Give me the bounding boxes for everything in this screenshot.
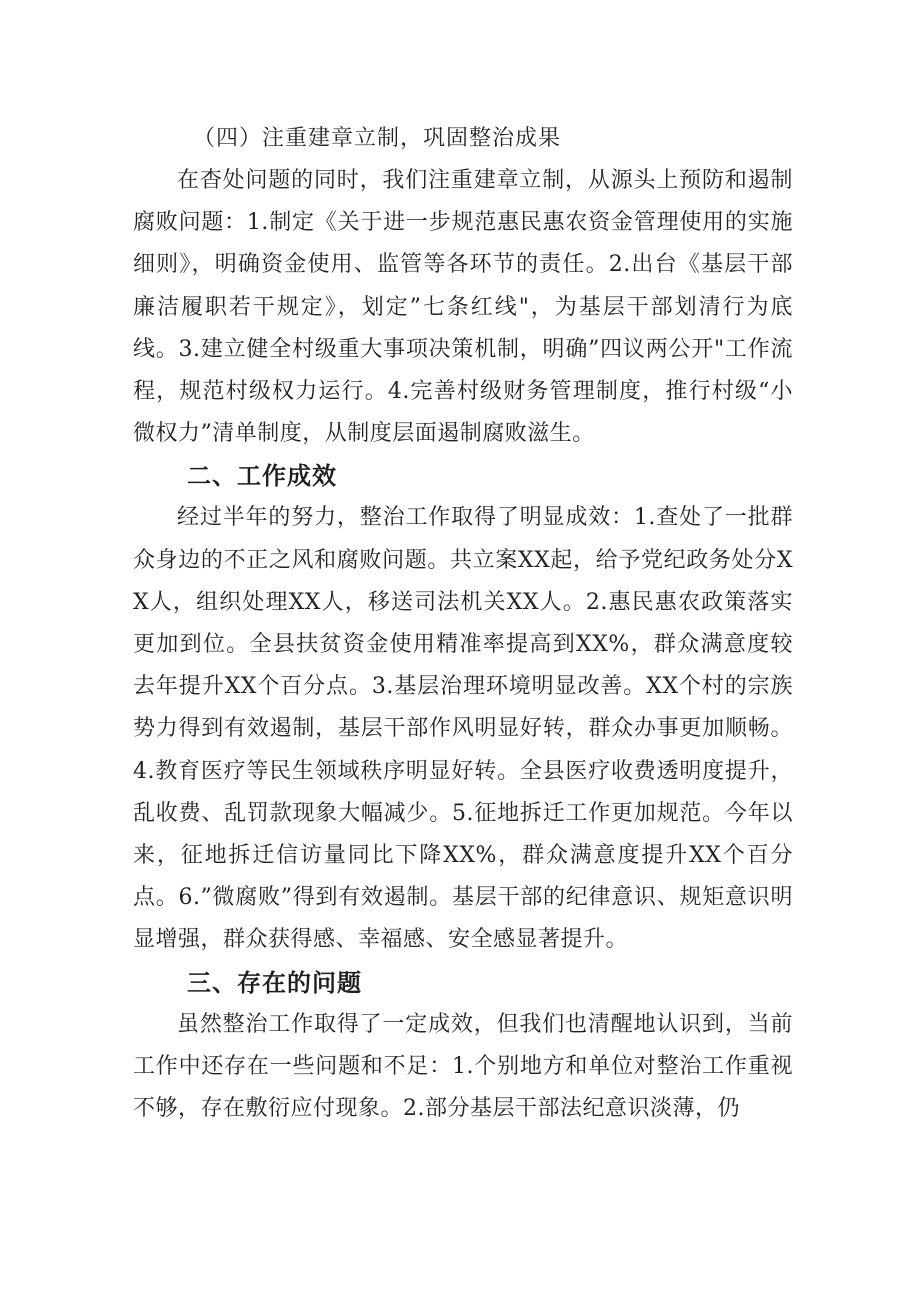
paragraph-results: 经过半年的努力，整治工作取得了明显成效：1.查处了一批群众身边的不正之风和腐败问题。共立案XX起，给予党纪政务处分XX人，组织处理XX人，移送司法机关XX人。2.惠民惠农政策落实更加到位。全县扶贫资金使用精准率提高到XX%，群众满意度较去年提升XX个百分点。3.基层治理环境明显改善。XX个村的宗族势力得到有效遏制，基层干部作风明显好转，群众办事更加顺畅。4.教育医疗等民生领域秩序明显好转。全县医疗收费透明度提升，乱收费、乱罚款现象大幅减少。5.征地拆迁工作更加规范。今年以来，征地拆迁信访量同比下降XX%，群众满意度提升XX个百分点。6.”微腐败”得到有效遏制。基层干部的纪律意识、规矩意识明显增强，群众获得感、幸福感、安全感显著提升。 [133,505,793,953]
paragraph-problems: 虽然整治工作取得了一定成效，但我们也清醒地认识到，当前工作中还存在一些问题和不足：1.个别地方和单位对整治工作重视不够，存在敷衍应付现象。2.部分基层干部法纪意识淡薄，仍 [133,1011,793,1122]
section-heading-problems: 三、存在的问题 [187,968,362,997]
subsection-heading-four: （四）注重建章立制，巩固整治成果 [193,126,562,151]
paragraph-institution-building: 在杳处问题的同时，我们注重建章立制，从源头上预防和遏制腐败问题：1.制定《关于进一步规范惠民惠农资金管理使用的实施细则》，明确资金使用、监管等各环节的责任。2.出台《基层干部廉洁履职若干规定》，划定”七条红线"，为基层干部划清行为底线。3.建立健全村级重大事项决策机制，明确”四议两公开"工作流程，规范村级权力运行。4.完善村级财务管理制度，推行村级“小微权力”清单制度，从制度层面遏制腐败滋生。 [133,168,793,447]
document-content [133,118,793,1130]
section-heading-results: 二、工作成效 [187,462,337,491]
